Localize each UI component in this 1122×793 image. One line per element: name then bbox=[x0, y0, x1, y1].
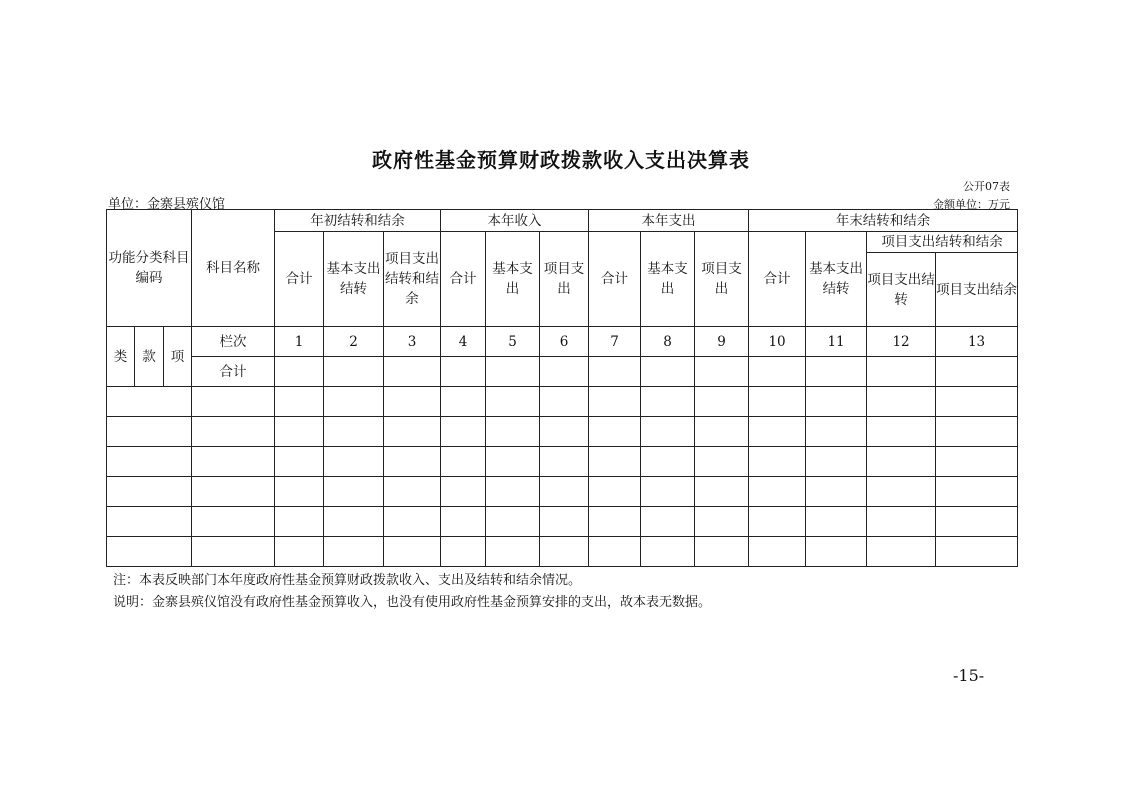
table-row bbox=[107, 387, 1018, 417]
table-cell bbox=[540, 357, 589, 387]
header-begin-basic-carry: 基本支出结转 bbox=[324, 232, 384, 327]
header-group-income: 本年收入 bbox=[441, 210, 589, 232]
header-end-total: 合计 bbox=[749, 232, 806, 327]
col-number: 4 bbox=[441, 327, 486, 357]
header-group-end: 年末结转和结余 bbox=[749, 210, 1018, 232]
header-func-code: 功能分类科目编码 bbox=[107, 210, 192, 327]
header-group-expense: 本年支出 bbox=[589, 210, 749, 232]
table-cell bbox=[806, 357, 867, 387]
header-expense-total: 合计 bbox=[589, 232, 641, 327]
col-number: 10 bbox=[749, 327, 806, 357]
table-cell bbox=[486, 357, 540, 387]
header-xiang: 项 bbox=[164, 327, 192, 387]
col-number: 11 bbox=[806, 327, 867, 357]
col-number: 5 bbox=[486, 327, 540, 357]
table-row bbox=[107, 417, 1018, 447]
header-group-project: 项目支出结转和结余 bbox=[867, 232, 1018, 253]
header-lei: 类 bbox=[107, 327, 135, 387]
table-explanation: 说明：金寨县殡仪馆没有政府性基金预算收入，也没有使用政府性基金预算安排的支出，故本表无数据。 bbox=[113, 595, 712, 610]
table-note: 注：本表反映部门本年度政府性基金预算财政拨款收入、支出及结转和结余情况。 bbox=[113, 573, 582, 588]
table-row bbox=[107, 447, 1018, 477]
form-number: 公开07表 bbox=[963, 180, 1010, 193]
col-number: 13 bbox=[936, 327, 1018, 357]
money-unit: 金额单位：万元 bbox=[933, 198, 1010, 211]
table-cell bbox=[275, 357, 324, 387]
table-row bbox=[107, 507, 1018, 537]
header-income-basic: 基本支出 bbox=[486, 232, 540, 327]
table-cell bbox=[384, 357, 441, 387]
col-number: 2 bbox=[324, 327, 384, 357]
table-row bbox=[107, 477, 1018, 507]
col-number: 12 bbox=[867, 327, 936, 357]
header-expense-project: 项目支出 bbox=[695, 232, 749, 327]
header-kuan: 款 bbox=[135, 327, 164, 387]
page-title: 政府性基金预算财政拨款收入支出决算表 bbox=[372, 148, 750, 172]
header-income-project: 项目支出 bbox=[540, 232, 589, 327]
header-begin-total: 合计 bbox=[275, 232, 324, 327]
header-begin-project: 项目支出结转和结余 bbox=[384, 232, 441, 327]
col-number: 3 bbox=[384, 327, 441, 357]
table-cell bbox=[695, 357, 749, 387]
reporting-unit: 单位：金寨县殡仪馆 bbox=[108, 197, 226, 212]
page-number: -15- bbox=[953, 666, 985, 685]
table-cell bbox=[867, 357, 936, 387]
table-cell bbox=[441, 357, 486, 387]
table-row bbox=[107, 537, 1018, 567]
budget-table bbox=[106, 209, 1018, 567]
header-lanci: 栏次 bbox=[192, 327, 275, 357]
col-number: 9 bbox=[695, 327, 749, 357]
table-cell bbox=[324, 357, 384, 387]
header-group-begin: 年初结转和结余 bbox=[275, 210, 441, 232]
header-income-total: 合计 bbox=[441, 232, 486, 327]
col-number: 7 bbox=[589, 327, 641, 357]
header-project-balance: 项目支出结余 bbox=[936, 253, 1018, 327]
col-number: 8 bbox=[641, 327, 695, 357]
table-cell bbox=[589, 357, 641, 387]
header-subject-name: 科目名称 bbox=[192, 210, 275, 327]
sum-row-label: 合计 bbox=[192, 357, 275, 387]
table-cell bbox=[936, 357, 1018, 387]
col-number: 1 bbox=[275, 327, 324, 357]
header-project-carry: 项目支出结转 bbox=[867, 253, 936, 327]
header-expense-basic: 基本支出 bbox=[641, 232, 695, 327]
header-end-basic-carry: 基本支出结转 bbox=[806, 232, 867, 327]
col-number: 6 bbox=[540, 327, 589, 357]
table-cell bbox=[641, 357, 695, 387]
table-cell bbox=[749, 357, 806, 387]
